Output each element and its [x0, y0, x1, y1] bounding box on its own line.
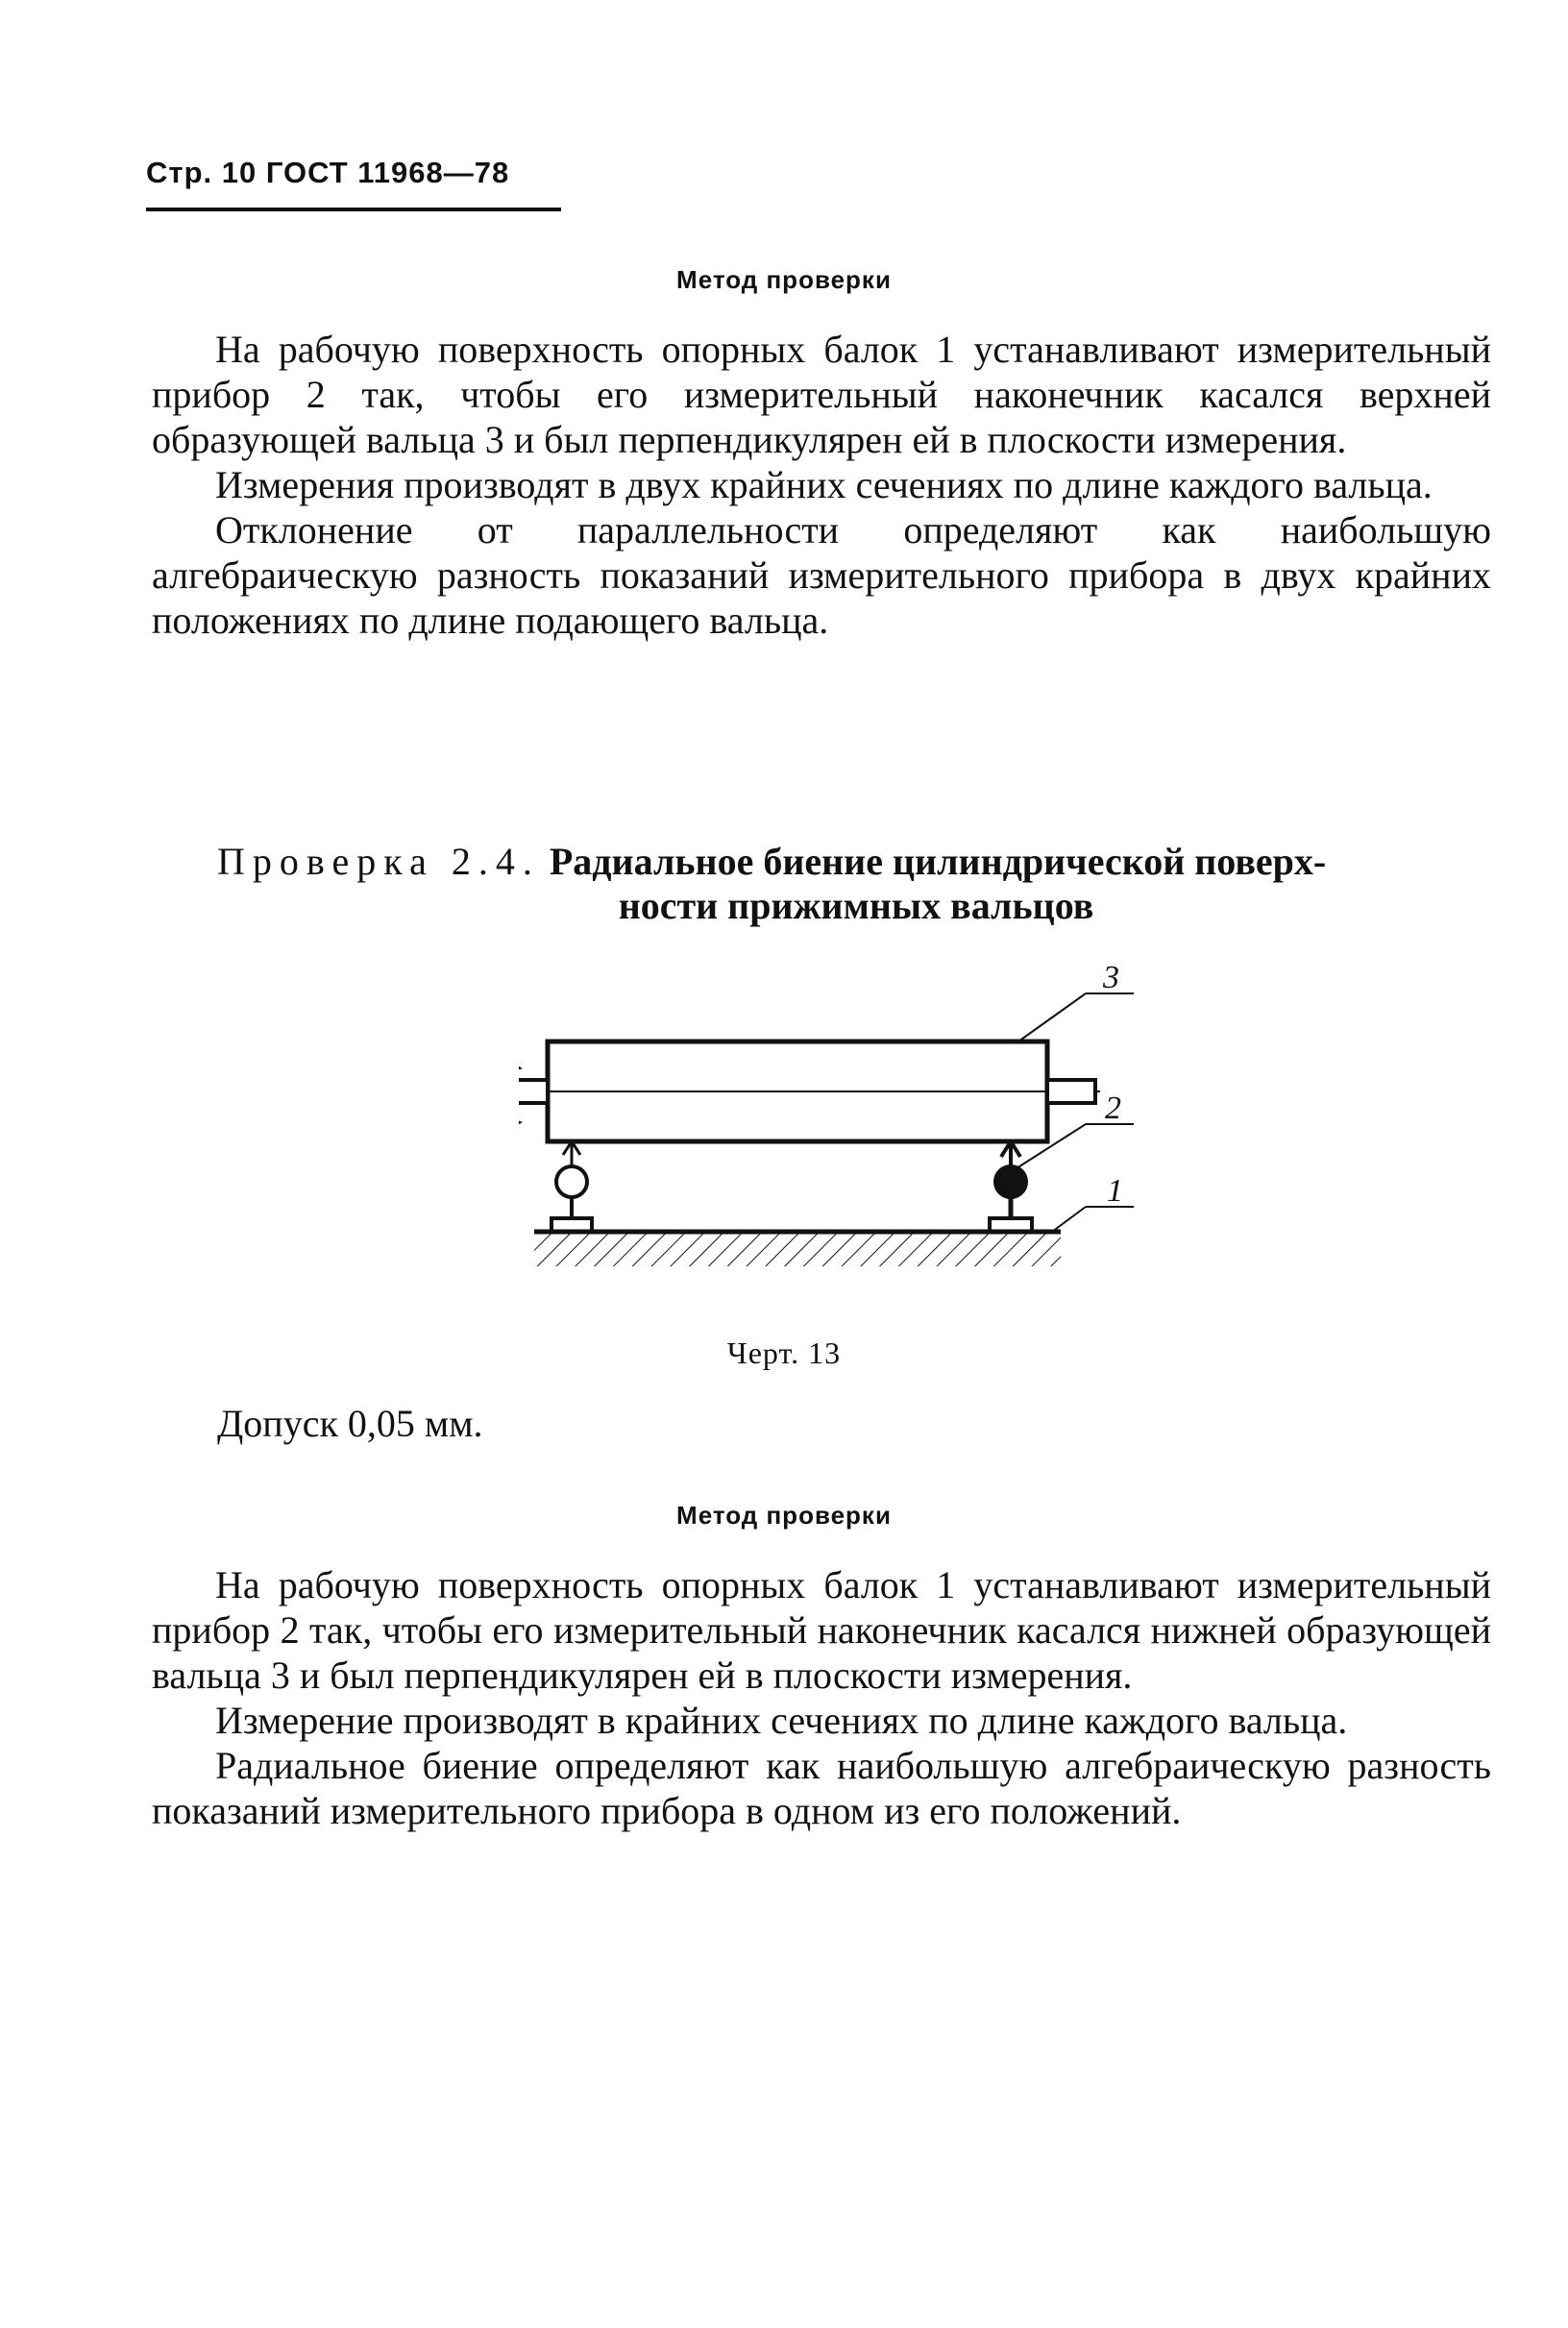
support-beam	[534, 1232, 1061, 1266]
label-beam: 1	[1107, 1173, 1123, 1209]
leader-beam	[1052, 1207, 1086, 1232]
check-title	[217, 840, 1495, 928]
left-journal	[519, 1080, 548, 1103]
section2-paragraph-1: На рабочую поверхность опорных балок 1 устанавливают измерительный прибор 2 так, чтобы его измерительный наконечник касался нижней образующей вальца 3 и был перпендикулярен ей в плоскости измерения.	[152, 1563, 1491, 1697]
label-roll: 3	[1103, 961, 1119, 995]
section1-heading: Метод проверки	[676, 265, 892, 294]
leader-instrument	[1017, 1124, 1086, 1168]
check-prefix: Проверка 2.4.	[217, 840, 540, 883]
tolerance: Допуск 0,05 мм.	[217, 1402, 483, 1445]
check-title-line1: Радиальное биение цилиндрической поверх-	[549, 840, 1327, 883]
section2-paragraph-2: Измерение производят в крайних сечениях по длине каждого вальца.	[215, 1699, 1348, 1742]
figure-caption: Черт. 13	[726, 1336, 842, 1370]
page-header: Стр. 10 ГОСТ 11968—78	[146, 156, 510, 189]
section2-paragraph-3: Радиальное биение определяют как наибольшую алгебраическую разность показаний измерительного прибора в одном из его положений.	[152, 1744, 1491, 1832]
header-rule	[146, 208, 561, 211]
leader-roll	[1018, 993, 1086, 1041]
right-journal	[1047, 1080, 1095, 1103]
label-instrument: 2	[1105, 1090, 1121, 1126]
check-title-line2: ности прижимных вальцов	[618, 884, 1094, 927]
section1-paragraph-3: Отклонение от параллельности определяют как наибольшую алгебраическую разность показаний измерительного прибора в двух крайних положениях по длине подающего вальца.	[152, 508, 1491, 642]
section1-body	[152, 327, 1491, 643]
section1-paragraph-1: На рабочую поверхность опорных балок 1 устанавливают измерительный прибор 2 так, чтобы его измерительный наконечник касался верхней образующей вальца 3 и был перпендикулярен ей в плоскости измерения.	[152, 328, 1491, 461]
right-indicator	[990, 1141, 1032, 1232]
roll-runout-diagram	[519, 961, 1191, 1287]
section2-body	[152, 1562, 1491, 1833]
section1-paragraph-2: Измерения производят в двух крайних сечениях по длине каждого вальца.	[215, 463, 1433, 506]
left-indicator	[551, 1141, 592, 1232]
section2-heading: Метод проверки	[676, 1501, 892, 1530]
